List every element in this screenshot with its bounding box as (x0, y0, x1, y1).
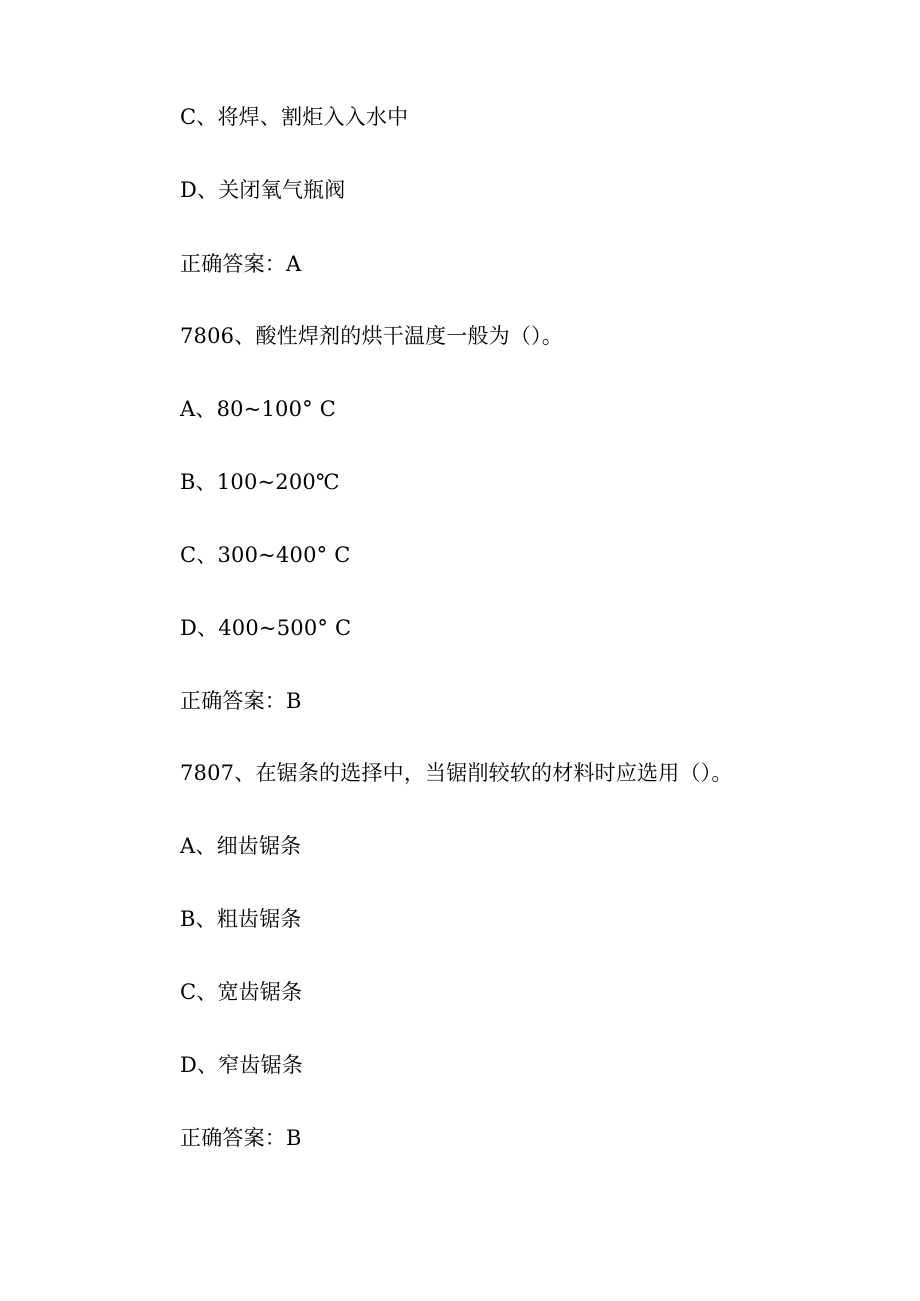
question-7807-option-d: D、窄齿锯条 (180, 1053, 304, 1077)
question-7806-option-c: C、300~400° C (180, 543, 351, 567)
question-7807-option-a: A、细齿锯条 (180, 834, 302, 858)
prev-question-option-d: D、关闭氧气瓶阀 (180, 178, 346, 202)
question-7806: 7806、酸性焊剂的烘干温度一般为（）。 (180, 324, 563, 348)
question-7806-option-b: B、100~200℃ (180, 470, 340, 494)
question-7807-option-c: C、宽齿锯条 (180, 980, 303, 1004)
question-7807-answer: 正确答案：B (180, 1126, 302, 1150)
question-7806-answer: 正确答案：B (180, 689, 302, 713)
question-7807: 7807、在锯条的选择中，当锯削较软的材料时应选用（）。 (180, 761, 733, 785)
prev-question-option-c: C、将焊、割炬入入水中 (180, 105, 409, 129)
question-7806-option-d: D、400~500° C (180, 616, 352, 640)
question-7806-option-a: A、80~100° C (180, 397, 337, 421)
question-7807-option-b: B、粗齿锯条 (180, 907, 302, 931)
prev-question-answer: 正确答案：A (180, 252, 302, 276)
